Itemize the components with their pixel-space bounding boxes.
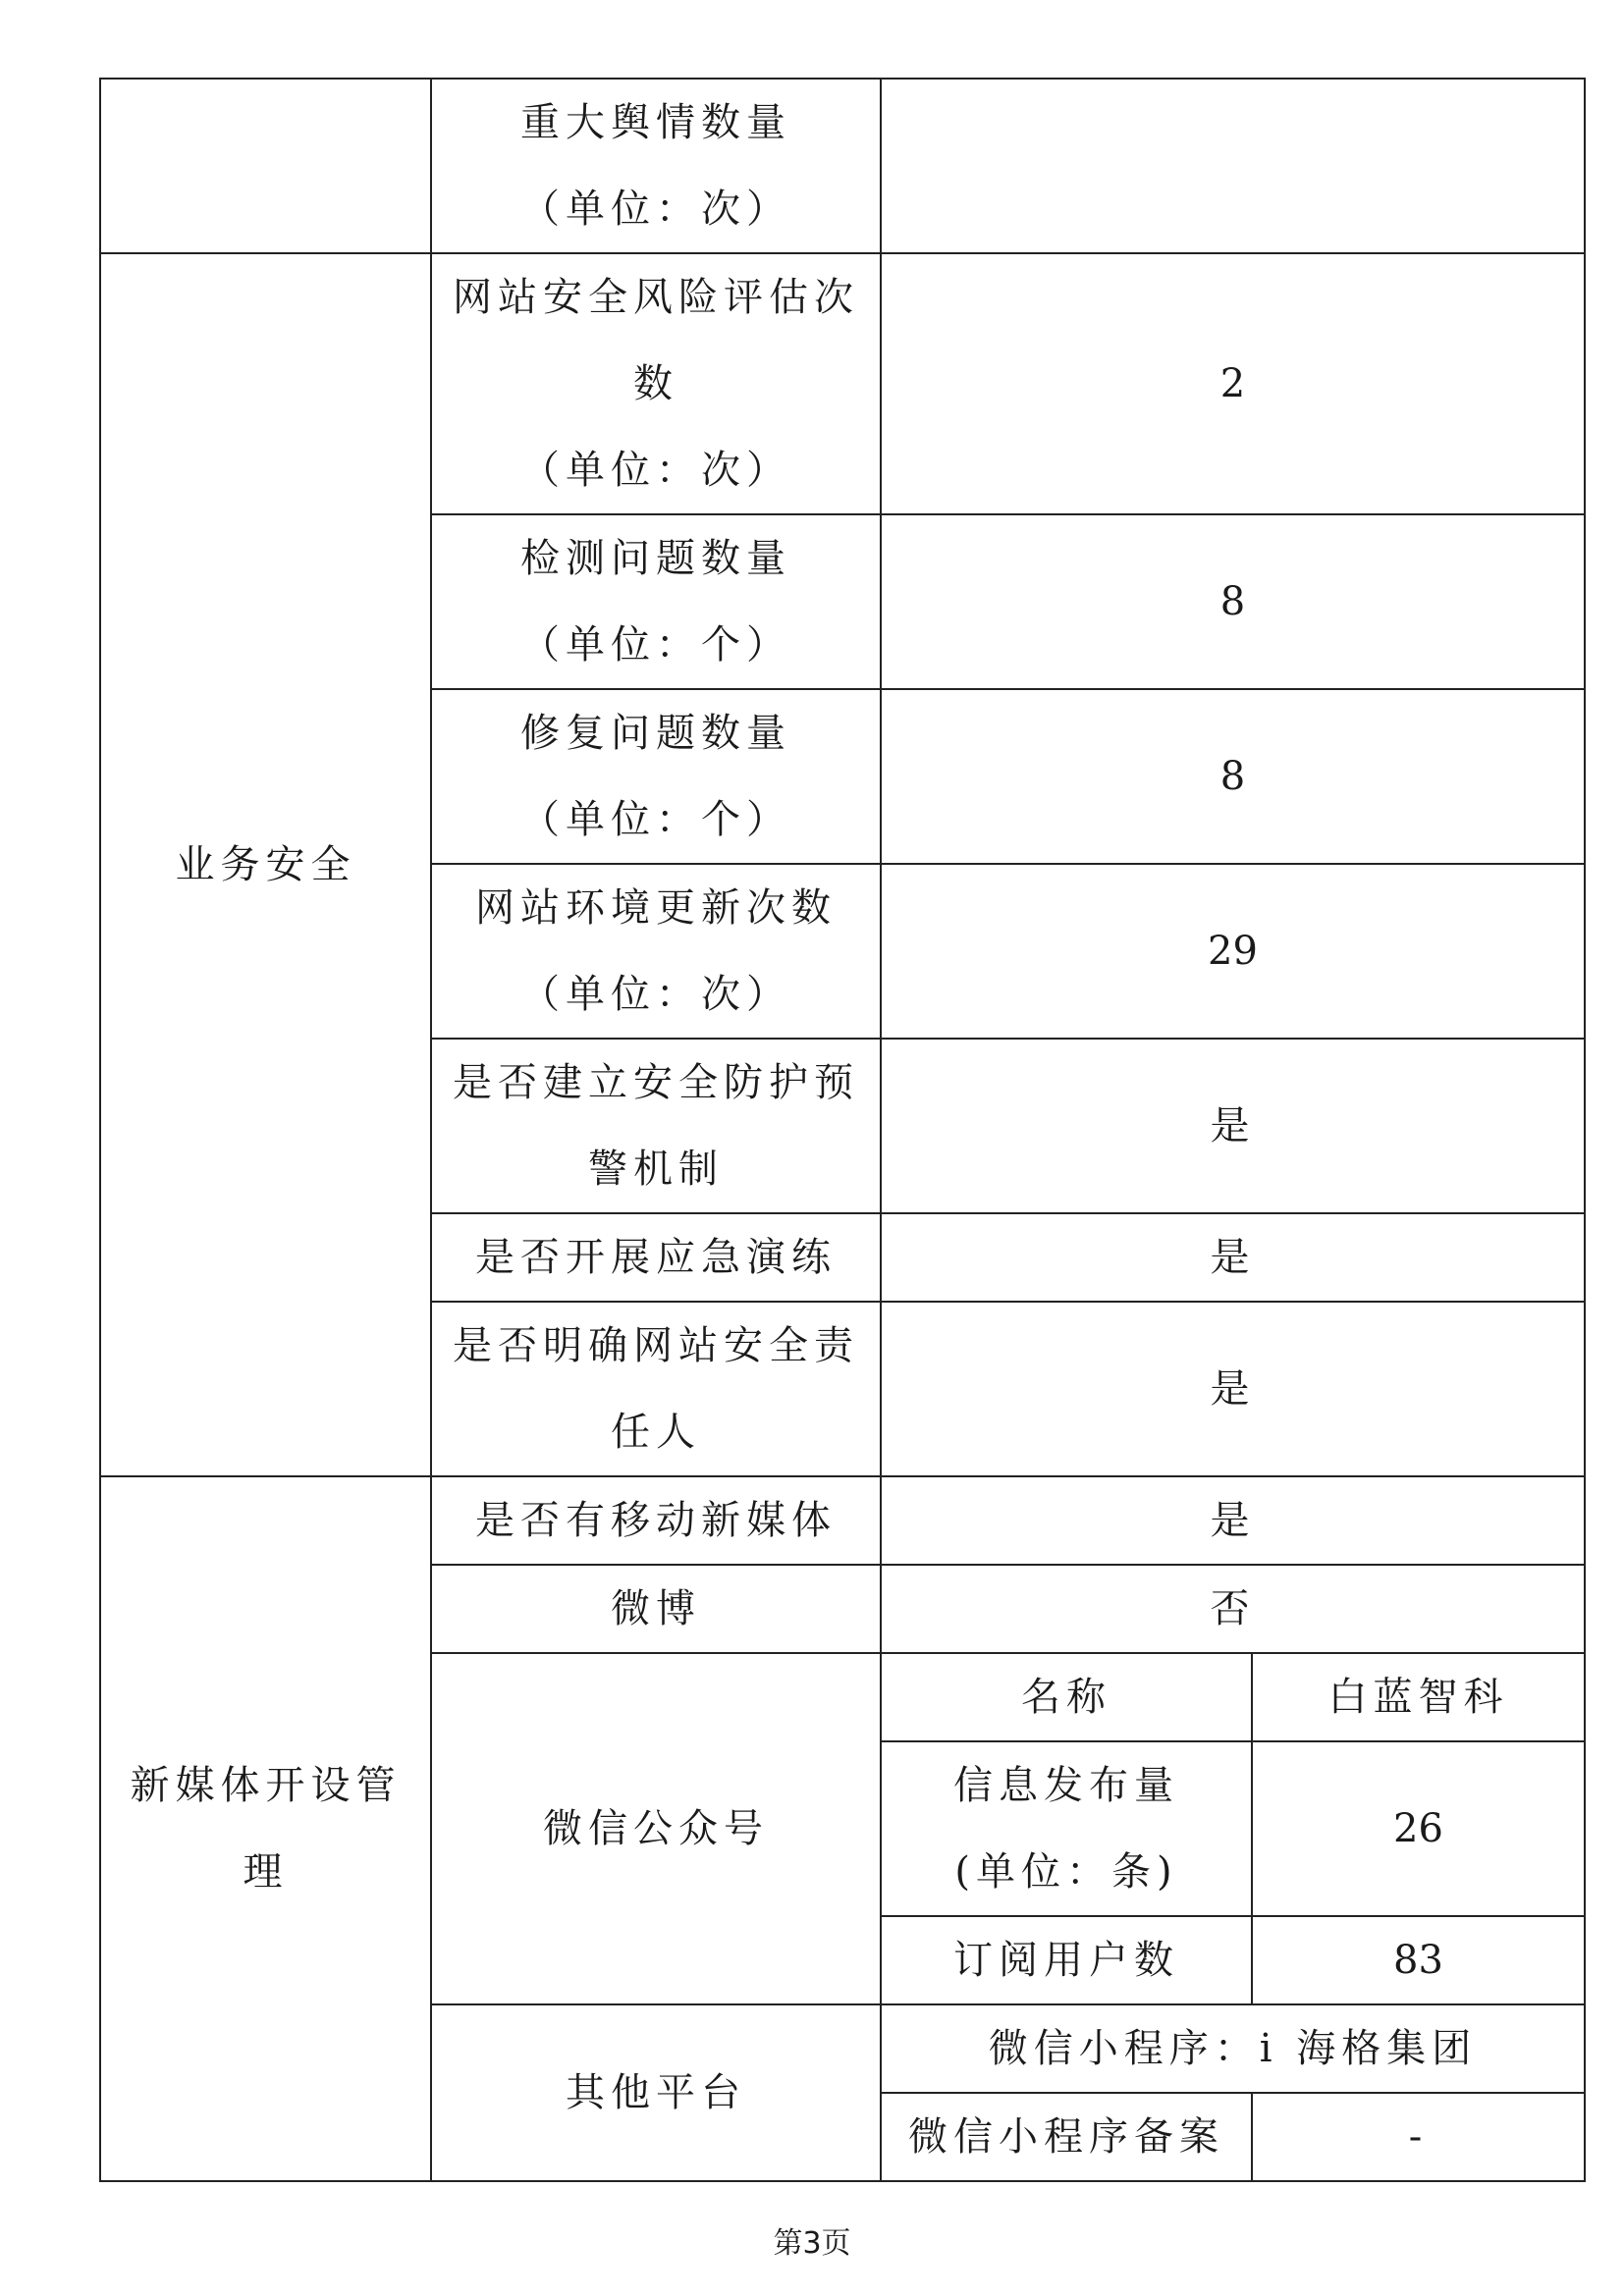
value-weibo: 否 (881, 1565, 1585, 1653)
category-business-security: 业务安全 (100, 253, 431, 1476)
item-fixed-issues: 修复问题数量 （单位：个） (431, 689, 881, 864)
row-mobile-media (100, 1476, 1585, 1565)
row-risk-assessment (100, 253, 1585, 514)
value-risk-assessment: 2 (881, 253, 1585, 514)
item-security-owner: 是否明确网站安全责 任人 (431, 1302, 881, 1476)
wechat-name-label: 名称 (881, 1653, 1252, 1741)
value-security-owner: 是 (881, 1302, 1585, 1476)
item-warning-mechanism: 是否建立安全防护预 警机制 (431, 1039, 881, 1213)
page-number: 第3页 (773, 2226, 851, 2261)
item-env-updates: 网站环境更新次数 （单位：次） (431, 864, 881, 1039)
row-major-public-opinion (100, 79, 1585, 253)
other-mini-program: 微信小程序：i 海格集团 (881, 2004, 1585, 2093)
value-warning-mechanism: 是 (881, 1039, 1585, 1213)
wechat-subscribers-label: 订阅用户数 (881, 1916, 1252, 2004)
item-mobile-media: 是否有移动新媒体 (431, 1476, 881, 1565)
item-major-public-opinion: 重大舆情数量 （单位：次） (431, 79, 881, 253)
item-risk-assessment: 网站安全风险评估次 数 （单位：次） (431, 253, 881, 514)
item-other-platform: 其他平台 (431, 2004, 881, 2181)
wechat-publish-label: 信息发布量 (单位：条) (881, 1741, 1252, 1916)
mini-program-filing-label: 微信小程序备案 (881, 2093, 1252, 2181)
wechat-name-value: 白蓝智科 (1252, 1653, 1585, 1741)
value-detected-issues: 8 (881, 514, 1585, 689)
item-wechat-official: 微信公众号 (431, 1653, 881, 2004)
category-new-media: 新媒体开设管 理 (100, 1476, 431, 2181)
value-env-updates: 29 (881, 864, 1585, 1039)
wechat-publish-value: 26 (1252, 1741, 1585, 1916)
value-major-public-opinion (881, 79, 1585, 253)
item-emergency-drill: 是否开展应急演练 (431, 1213, 881, 1302)
item-detected-issues: 检测问题数量 （单位：个） (431, 514, 881, 689)
report-table (99, 78, 1586, 2182)
value-mobile-media: 是 (881, 1476, 1585, 1565)
mini-program-filing-value: - (1252, 2093, 1585, 2181)
item-weibo: 微博 (431, 1565, 881, 1653)
value-fixed-issues: 8 (881, 689, 1585, 864)
wechat-subscribers-value: 83 (1252, 1916, 1585, 2004)
value-emergency-drill: 是 (881, 1213, 1585, 1302)
category-cell-empty (100, 79, 431, 253)
